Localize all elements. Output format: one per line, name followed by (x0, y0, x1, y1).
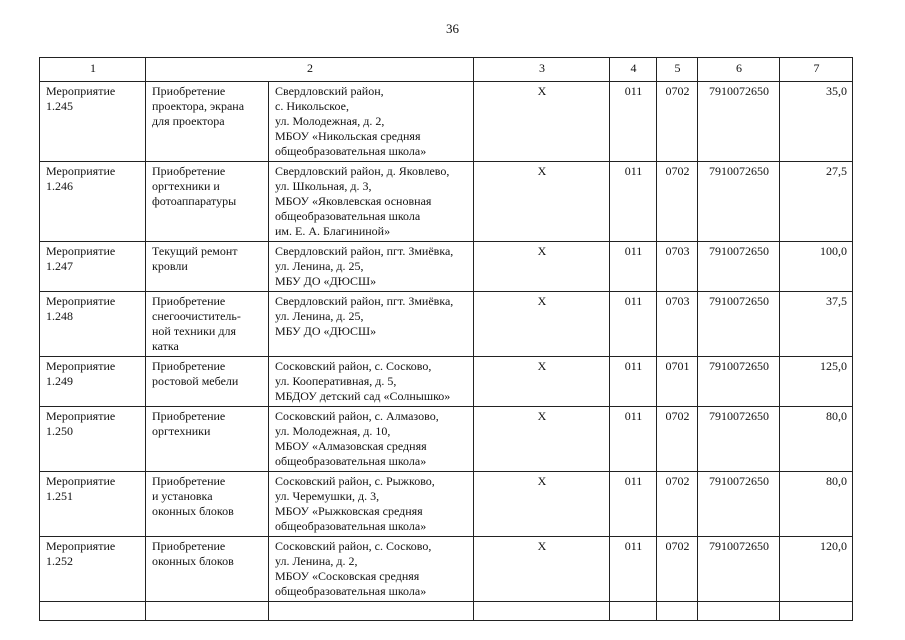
event-cell-line: 1.246 (46, 179, 73, 193)
address-cell-line: Сосковский район, с. Алмазово, (275, 409, 439, 423)
address-cell (269, 242, 474, 292)
mark-cell: Х (474, 407, 610, 472)
event-cell (40, 357, 146, 407)
address-cell-line: им. Е. А. Благининой» (275, 224, 391, 238)
col-header-2: 2 (146, 58, 474, 82)
code-5-cell: 0703 (657, 292, 698, 357)
item-name-cell-line: оконных блоков (152, 554, 234, 568)
address-cell (269, 357, 474, 407)
item-name-cell-line: Приобретение (152, 474, 226, 488)
address-cell-line: ул. Кооперативная, д. 5, (275, 374, 397, 388)
code-4-cell: 011 (610, 407, 657, 472)
empty-cell (657, 602, 698, 621)
item-name-cell-line: оконных блоков (152, 504, 234, 518)
code-6-cell: 7910072650 (698, 292, 780, 357)
table-row (40, 537, 853, 602)
table-row (40, 472, 853, 537)
address-cell-line: ул. Школьная, д. 3, (275, 179, 372, 193)
address-cell-line: общеобразовательная школа» (275, 144, 427, 158)
item-name-cell-line: оргтехники (152, 424, 211, 438)
empty-cell (780, 602, 853, 621)
table-body (40, 82, 853, 621)
table-row (40, 357, 853, 407)
code-6-cell: 7910072650 (698, 407, 780, 472)
col-header-1: 1 (40, 58, 146, 82)
item-name-cell-line: Приобретение (152, 164, 226, 178)
item-name-cell-line: и установка (152, 489, 213, 503)
event-cell-line: 1.249 (46, 374, 73, 388)
event-cell-line: 1.245 (46, 99, 73, 113)
code-6-cell: 7910072650 (698, 357, 780, 407)
event-cell-line: 1.247 (46, 259, 73, 273)
item-name-cell (146, 242, 269, 292)
item-name-cell-line: Приобретение (152, 294, 226, 308)
item-name-cell (146, 407, 269, 472)
table-row (40, 292, 853, 357)
address-cell (269, 82, 474, 162)
event-cell (40, 472, 146, 537)
event-cell (40, 537, 146, 602)
header-row (40, 58, 853, 82)
event-cell (40, 82, 146, 162)
mark-cell: Х (474, 472, 610, 537)
event-cell-line: Мероприятие (46, 164, 116, 178)
code-5-cell: 0703 (657, 242, 698, 292)
col-header-7: 7 (780, 58, 853, 82)
address-cell-line: общеобразовательная школа (275, 209, 421, 223)
address-cell-line: ул. Ленина, д. 25, (275, 259, 364, 273)
code-5-cell: 0702 (657, 82, 698, 162)
empty-cell (146, 602, 269, 621)
item-name-cell-line: Текущий ремонт (152, 244, 238, 258)
code-4-cell: 011 (610, 357, 657, 407)
item-name-cell-line: снегоочиститель- (152, 309, 241, 323)
event-cell-line: Мероприятие (46, 244, 116, 258)
table-row (40, 242, 853, 292)
event-cell-line: Мероприятие (46, 539, 116, 553)
address-cell-line: Сосковский район, с. Сосково, (275, 359, 432, 373)
code-6-cell: 7910072650 (698, 537, 780, 602)
code-4-cell: 011 (610, 242, 657, 292)
table-row (40, 407, 853, 472)
col-header-6: 6 (698, 58, 780, 82)
code-6-cell: 7910072650 (698, 472, 780, 537)
empty-cell (610, 602, 657, 621)
amount-cell: 27,5 (780, 162, 853, 242)
item-name-cell-line: Приобретение (152, 359, 226, 373)
code-6-cell: 7910072650 (698, 162, 780, 242)
event-cell-line: Мероприятие (46, 84, 116, 98)
amount-cell: 80,0 (780, 472, 853, 537)
item-name-cell-line: кровли (152, 259, 188, 273)
address-cell-line: Свердловский район, пгт. Змиёвка, (275, 244, 454, 258)
address-cell-line: ул. Ленина, д. 2, (275, 554, 358, 568)
event-cell-line: 1.252 (46, 554, 73, 568)
address-cell-line: ул. Ленина, д. 25, (275, 309, 364, 323)
event-cell-line: Мероприятие (46, 294, 116, 308)
item-name-cell-line: фотоаппаратуры (152, 194, 237, 208)
item-name-cell-line: ной техники для (152, 324, 236, 338)
mark-cell: Х (474, 162, 610, 242)
empty-cell (269, 602, 474, 621)
item-name-cell-line: Приобретение (152, 539, 226, 553)
address-cell-line: МБОУ «Рыжковская средняя (275, 504, 423, 518)
address-cell-line: МБДОУ детский сад «Солнышко» (275, 389, 451, 403)
item-name-cell (146, 537, 269, 602)
mark-cell: Х (474, 537, 610, 602)
event-cell (40, 242, 146, 292)
item-name-cell-line: Приобретение (152, 409, 226, 423)
address-cell-line: Свердловский район, пгт. Змиёвка, (275, 294, 454, 308)
code-4-cell: 011 (610, 82, 657, 162)
mark-cell: Х (474, 357, 610, 407)
item-name-cell (146, 472, 269, 537)
item-name-cell (146, 162, 269, 242)
item-name-cell-line: Приобретение (152, 84, 226, 98)
page-number: 36 (446, 21, 459, 36)
address-cell-line: общеобразовательная школа» (275, 454, 427, 468)
address-cell-line: МБУ ДО «ДЮСШ» (275, 324, 377, 338)
item-name-cell (146, 357, 269, 407)
event-cell-line: 1.248 (46, 309, 73, 323)
code-5-cell: 0702 (657, 162, 698, 242)
table-row (40, 162, 853, 242)
event-cell-line: Мероприятие (46, 474, 116, 488)
address-cell-line: ул. Молодежная, д. 10, (275, 424, 391, 438)
item-name-cell-line: оргтехники и (152, 179, 220, 193)
item-name-cell (146, 292, 269, 357)
code-4-cell: 011 (610, 292, 657, 357)
code-4-cell: 011 (610, 162, 657, 242)
address-cell-line: МБОУ «Никольская средняя (275, 129, 421, 143)
address-cell-line: МБОУ «Яковлевская основная (275, 194, 432, 208)
amount-cell: 37,5 (780, 292, 853, 357)
address-cell-line: МБУ ДО «ДЮСШ» (275, 274, 377, 288)
address-cell (269, 162, 474, 242)
address-cell-line: Свердловский район, д. Яковлево, (275, 164, 450, 178)
code-5-cell: 0702 (657, 537, 698, 602)
col-header-3: 3 (474, 58, 610, 82)
mark-cell: Х (474, 292, 610, 357)
code-6-cell: 7910072650 (698, 82, 780, 162)
code-6-cell: 7910072650 (698, 242, 780, 292)
empty-cell (474, 602, 610, 621)
event-cell-line: Мероприятие (46, 359, 116, 373)
event-cell (40, 162, 146, 242)
address-cell-line: Свердловский район, (275, 84, 384, 98)
address-cell-line: МБОУ «Алмазовская средняя (275, 439, 427, 453)
code-5-cell: 0702 (657, 407, 698, 472)
amount-cell: 125,0 (780, 357, 853, 407)
address-cell (269, 292, 474, 357)
mark-cell: Х (474, 242, 610, 292)
item-name-cell-line: катка (152, 339, 179, 353)
code-4-cell: 011 (610, 537, 657, 602)
event-cell (40, 292, 146, 357)
table-row-empty (40, 602, 853, 621)
address-cell-line: общеобразовательная школа» (275, 519, 427, 533)
event-cell-line: 1.250 (46, 424, 73, 438)
code-5-cell: 0701 (657, 357, 698, 407)
mark-cell: Х (474, 82, 610, 162)
event-cell-line: 1.251 (46, 489, 73, 503)
amount-cell: 80,0 (780, 407, 853, 472)
address-cell-line: ул. Черемушки, д. 3, (275, 489, 380, 503)
amount-cell: 100,0 (780, 242, 853, 292)
col-header-5: 5 (657, 58, 698, 82)
empty-cell (698, 602, 780, 621)
code-5-cell: 0702 (657, 472, 698, 537)
amount-cell: 120,0 (780, 537, 853, 602)
item-name-cell-line: для проектора (152, 114, 225, 128)
amount-cell: 35,0 (780, 82, 853, 162)
budget-table (39, 57, 853, 621)
address-cell-line: Сосковский район, с. Сосково, (275, 539, 432, 553)
address-cell-line: с. Никольское, (275, 99, 349, 113)
address-cell-line: ул. Молодежная, д. 2, (275, 114, 385, 128)
address-cell-line: Сосковский район, с. Рыжково, (275, 474, 435, 488)
address-cell (269, 472, 474, 537)
address-cell (269, 407, 474, 472)
col-header-4: 4 (610, 58, 657, 82)
item-name-cell (146, 82, 269, 162)
address-cell-line: общеобразовательная школа» (275, 584, 427, 598)
event-cell (40, 407, 146, 472)
address-cell-line: МБОУ «Сосковская средняя (275, 569, 420, 583)
table-row (40, 82, 853, 162)
empty-cell (40, 602, 146, 621)
code-4-cell: 011 (610, 472, 657, 537)
item-name-cell-line: проектора, экрана (152, 99, 245, 113)
address-cell (269, 537, 474, 602)
item-name-cell-line: ростовой мебели (152, 374, 239, 388)
event-cell-line: Мероприятие (46, 409, 116, 423)
